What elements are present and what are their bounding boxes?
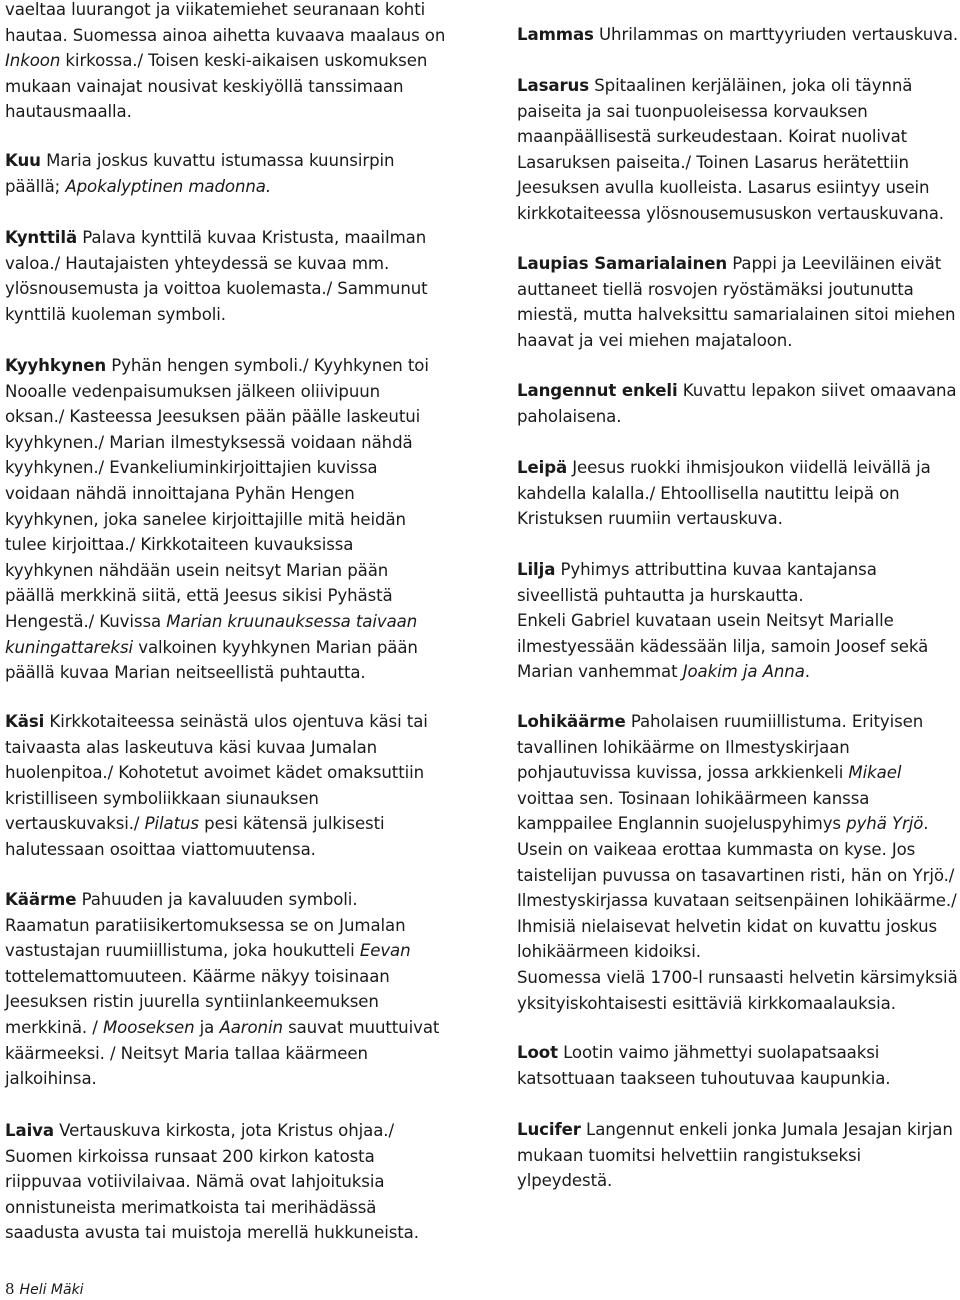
entry-term: Käsi [5, 712, 45, 731]
entry-text: Jeesuksen avulla kuolleista. Lasarus esiintyy usein [517, 178, 930, 198]
italic-text: kuningattareksi [5, 637, 134, 657]
entry-text: pohjautuvissa kuvissa, jossa arkkienkeli [517, 763, 849, 783]
text-line [517, 608, 928, 634]
entry-text: halutessaan osoittaa viattomuutensa. [5, 839, 316, 859]
glossary-entry [517, 709, 958, 1016]
text-line [5, 507, 429, 533]
entry-text: taistelijan puvussa on tasavartinen risti, hän on Yrjö./ [517, 865, 955, 885]
italic-text: Eevan [359, 941, 411, 961]
glossary-entry [5, 353, 429, 686]
italic-text: Pilatus [144, 814, 199, 834]
text-line [517, 965, 958, 991]
entry-text: kyyhkynen, joka sanelee kirjoittajille mitä heidän [5, 509, 406, 529]
text-line [517, 378, 957, 404]
entry-text: sauvat muuttuivat [282, 1017, 440, 1037]
entry-text: Paholaisen ruumiillistuma. Erityisen [625, 712, 924, 731]
entry-text: Vertauskuva kirkosta, jota Kristus ohjaa./ [53, 1121, 394, 1140]
page-number: 8 [5, 1280, 15, 1298]
text-line [517, 837, 958, 863]
entry-text: kynttilä kuoleman symboli. [5, 304, 226, 324]
text-line [5, 938, 439, 964]
glossary-entry [517, 1117, 953, 1194]
entry-term: Leipä [517, 458, 568, 477]
entry-text: Pyhän hengen symboli./ Kyyhkynen toi [106, 356, 429, 375]
text-line [5, 1144, 419, 1170]
page-footer [5, 1279, 84, 1300]
text-line [5, 48, 445, 74]
glossary-entry [517, 455, 931, 532]
entry-term: Langennut enkeli [517, 381, 678, 400]
entry-text: lohikäärmeen kidoiksi. [517, 942, 701, 962]
entry-term: Laupias Samarialainen [517, 254, 728, 273]
entry-text: hautaa. Suomessa ainoa aihetta kuvaava maalaus on [5, 25, 446, 45]
entry-text: jalkoihinsa. [5, 1069, 97, 1089]
glossary-entry [517, 251, 955, 353]
text-line [5, 23, 445, 49]
entry-text: onnistuneista merimatkoista tai merihädässä [5, 1197, 377, 1217]
entry-text: hautausmaalla. [5, 102, 132, 122]
text-line [5, 379, 429, 405]
entry-term: Kuu [5, 151, 41, 170]
text-line [5, 660, 429, 686]
entry-text: kyyhkynen nähdään usein neitsyt Marian pään [5, 560, 389, 580]
glossary-entry [5, 1118, 419, 1246]
text-line [5, 532, 429, 558]
entry-text: Lootin vaimo jähmettyi suolapatsaaksi [557, 1043, 880, 1062]
text-line [5, 964, 439, 990]
text-line [517, 659, 928, 685]
text-line [517, 22, 958, 48]
entry-text: Spitaalinen kerjäläinen, joka oli täynnä [589, 76, 913, 95]
entry-text: päällä; [5, 176, 66, 196]
entry-text: miestä, mutta halveksittu samarialainen sitoi miehen [517, 305, 956, 325]
text-line [5, 99, 445, 125]
text-line [5, 989, 439, 1015]
text-line [517, 201, 944, 227]
entry-text: Pahuuden ja kavaluuden symboli. [76, 890, 358, 909]
text-line [5, 635, 429, 661]
text-line [5, 1195, 419, 1221]
entry-text: Suomen kirkoissa runsaat 200 kirkon katosta [5, 1146, 375, 1166]
text-line [517, 328, 955, 354]
italic-text: Mooseksen [102, 1017, 195, 1037]
entry-text: Usein on vaikeaa erottaa kummasta on kyse. Jos [517, 839, 916, 859]
entry-text: riippuvaa votiivilaivaa. Nämä ovat lahjoituksia [5, 1172, 385, 1192]
entry-text: Kristuksen ruumiin vertauskuva. [517, 509, 783, 529]
entry-text: mukaan tuomitsi helvettiin rangistukseksi [517, 1145, 862, 1165]
entry-text: katsottuaan taakseen tuhoutuvaa kaupunkia. [517, 1068, 891, 1088]
entry-text: Suomessa vielä 1700-l runsaasti helvetin kärsimyksiä [517, 967, 958, 987]
entry-text: Maria joskus kuvattu istumassa kuunsirpin [40, 151, 395, 170]
author-name: Heli Mäki [19, 1282, 84, 1298]
glossary-entry [517, 1040, 890, 1091]
entry-text: valkoinen kyyhkynen Marian pään [133, 637, 418, 657]
text-line [5, 558, 429, 584]
entry-text: saadusta avusta tai muistoja merellä hukkuneista. [5, 1223, 419, 1243]
glossary-entry [517, 73, 944, 227]
entry-text: vastustajan ruumiillistuma, joka houkutteli [5, 941, 360, 961]
text-line [517, 709, 958, 735]
text-line [5, 455, 429, 481]
glossary-entry [517, 557, 928, 685]
text-line [517, 506, 931, 532]
glossary-entry [5, 887, 439, 1092]
entry-text: . [923, 814, 929, 834]
text-line [5, 353, 429, 379]
entry-text: kristilliseen symboliikkaan siunauksen [5, 788, 319, 808]
text-line [517, 124, 944, 150]
glossary-entry [5, 0, 445, 125]
entry-text: Jeesuksen ristin juurella syntiinlankeemuksen [5, 992, 379, 1012]
entry-term: Lilja [517, 560, 556, 579]
text-line [517, 1117, 953, 1143]
text-line [517, 455, 931, 481]
text-line [5, 811, 428, 837]
entry-text: käärmeeksi. / Neitsyt Maria tallaa käärmeen [5, 1043, 368, 1063]
text-line [5, 276, 428, 302]
entry-text: merkkinä. / [5, 1017, 103, 1037]
entry-text: ylpeydestä. [517, 1171, 613, 1191]
text-line [517, 583, 928, 609]
text-line [517, 251, 955, 277]
text-line [5, 609, 429, 635]
entry-text: pesi kätensä julkisesti [198, 814, 385, 834]
text-line [5, 1118, 419, 1144]
text-line [5, 174, 394, 200]
text-line [517, 404, 957, 430]
entry-text: auttaneet tiellä rosvojen ryöstämäksi joutunutta [517, 279, 914, 299]
entry-text: mukaan vainajat nousivat keskiyöllä tanssimaan [5, 76, 404, 96]
text-line [517, 991, 958, 1017]
entry-text: yksityiskohtaisesti esittäviä kirkkomaalauksia. [517, 993, 896, 1013]
glossary-entry [5, 148, 394, 199]
text-line [517, 1066, 890, 1092]
entry-text: valoa./ Hautajaisten yhteydessä se kuvaa mm. [5, 253, 390, 273]
text-line [5, 1041, 439, 1067]
glossary-entry [5, 225, 428, 327]
entry-text: Pappi ja Leeviläinen eivät [727, 254, 942, 273]
text-line [517, 557, 928, 583]
glossary-entry [517, 378, 957, 429]
entry-text: siveellistä puhtautta ja hurskautta. [517, 585, 804, 605]
italic-text: Mikael [848, 763, 902, 783]
entry-text: kyyhkynen./ Evankeliuminkirjoittajien kuvissa [5, 458, 378, 478]
entry-text: Jeesus ruokki ihmisjoukon viidellä leivällä ja [567, 458, 931, 477]
entry-text: Uhrilammas on marttyyriuden vertauskuva. [593, 25, 959, 44]
text-line [517, 175, 944, 201]
text-line [517, 302, 955, 328]
glossary-entry [517, 22, 958, 48]
text-line [5, 430, 429, 456]
entry-term: Kynttilä [5, 228, 78, 247]
entry-text: huolenpitoa./ Kohotetut avoimet kädet omaksuttiin [5, 763, 425, 783]
text-line [517, 939, 958, 965]
text-line [5, 735, 428, 761]
text-line [517, 73, 944, 99]
text-line [517, 760, 958, 786]
entry-text: kirkossa./ Toisen keski-aikaisen uskomuksen [60, 51, 428, 71]
entry-text: Ilmestyskirjassa kuvataan seitsenpäinen lohikäärme./ [517, 891, 957, 911]
text-line [5, 0, 445, 23]
text-line [5, 709, 428, 735]
text-line [517, 634, 928, 660]
entry-text: vaeltaa luurangot ja viikatemiehet seuranaan kohti [5, 0, 426, 19]
text-line [517, 1168, 953, 1194]
entry-text: Kirkkotaiteessa seinästä ulos ojentuva käsi tai [44, 712, 428, 731]
entry-term: Lammas [517, 25, 594, 44]
entry-text: paiseita ja sai tuonpuoleisessa korvauksen [517, 101, 868, 121]
entry-text: päällä kuvaa Marian neitseellistä puhtautta. [5, 663, 366, 683]
entry-text: tottelemattomuuteen. Käärme näkyy toisinaan [5, 966, 390, 986]
entry-text: tavallinen lohikäärme on Ilmestyskirjaan [517, 737, 850, 757]
text-line [517, 99, 944, 125]
entry-text: Palava kynttilä kuvaa Kristusta, maailman [77, 228, 427, 247]
entry-text: päällä merkkinä siitä, että Jeesus sikisi Pyhästä [5, 586, 393, 606]
text-line [5, 1169, 419, 1195]
text-line [5, 481, 429, 507]
entry-term: Lohikäärme [517, 712, 626, 731]
entry-text: Marian vanhemmat [517, 662, 683, 682]
text-line [517, 481, 931, 507]
text-line [5, 404, 429, 430]
entry-text: kamppailee Englannin suojeluspyhimys [517, 814, 847, 834]
text-line [5, 74, 445, 100]
entry-text: maanpäällisestä surkeudestaan. Koirat nuolivat [517, 127, 908, 147]
text-line [517, 786, 958, 812]
entry-term: Lucifer [517, 1120, 581, 1139]
text-line [5, 1220, 419, 1246]
text-line [5, 251, 428, 277]
entry-text: Lasaruksen paiseita./ Toinen Lasarus herätettiin [517, 152, 909, 172]
italic-text: Apokalyptinen madonna. [65, 176, 272, 196]
text-line [517, 914, 958, 940]
text-line [5, 583, 429, 609]
text-line [517, 811, 958, 837]
entry-text: Ihmisiä nielaisevat helvetin kidat on kuvattu joskus [517, 916, 938, 936]
entry-text: kyyhkynen./ Marian ilmestyksessä voidaan nähdä [5, 432, 413, 452]
entry-text: Pyhimys attributtina kuvaa kantajansa [555, 560, 877, 579]
text-line [517, 888, 958, 914]
text-line [5, 148, 394, 174]
text-line [517, 735, 958, 761]
text-line [517, 863, 958, 889]
entry-text: oksan./ Kasteessa Jeesuksen pään päälle laskeutui [5, 407, 421, 427]
entry-term: Lasarus [517, 76, 590, 95]
italic-text: Aaronin [219, 1017, 283, 1037]
text-line [5, 1066, 439, 1092]
text-line [5, 1015, 439, 1041]
text-line [517, 1040, 890, 1066]
entry-text: haavat ja vei miehen majataloon. [517, 330, 793, 350]
entry-text: Nooalle vedenpaisumuksen jälkeen oliivipuun [5, 381, 381, 401]
entry-text: Hengestä./ Kuvissa [5, 611, 167, 631]
entry-text: Enkeli Gabriel kuvataan usein Neitsyt Marialle [517, 611, 894, 631]
entry-term: Kyyhkynen [5, 356, 107, 375]
entry-text: Kuvattu lepakon siivet omaavana [677, 381, 957, 400]
entry-text: Langennut enkeli jonka Jumala Jesajan kirjan [580, 1120, 953, 1139]
italic-text: Joakim ja Anna [682, 662, 805, 682]
text-line [5, 786, 428, 812]
entry-text: ja [194, 1017, 220, 1037]
entry-text: taivaasta alas laskeutuva käsi kuvaa Jumalan [5, 737, 378, 757]
entry-text: ilmestyessään kädessään lilja, samoin Joosef sekä [517, 636, 929, 656]
entry-text: tulee kirjoittaa./ Kirkkotaiteen kuvauksissa [5, 535, 354, 555]
text-line [517, 150, 944, 176]
entry-text: kirkkotaiteessa ylösnousemususkon vertauskuvana. [517, 203, 944, 223]
entry-text: kahdella kalalla./ Ehtoollisella nautittu leipä on [517, 483, 900, 503]
italic-text: Inkoon [5, 51, 61, 71]
italic-text: pyhä Yrjö [846, 814, 924, 834]
entry-text: voittaa sen. Tosinaan lohikäärmeen kanssa [517, 788, 870, 808]
entry-term: Käärme [5, 890, 77, 909]
entry-term: Laiva [5, 1121, 54, 1140]
text-line [5, 837, 428, 863]
text-line [5, 887, 439, 913]
italic-text: Marian kruunauksessa taivaan [166, 611, 418, 631]
entry-term: Loot [517, 1043, 558, 1062]
entry-text: ylösnousemusta ja voittoa kuolemasta./ Sammunut [5, 279, 428, 299]
glossary-entry [5, 709, 428, 863]
entry-text: paholaisena. [517, 406, 622, 426]
text-line [517, 1143, 953, 1169]
entry-text: Raamatun paratiisikertomuksessa se on Jumalan [5, 915, 406, 935]
text-line [5, 760, 428, 786]
text-line [5, 913, 439, 939]
entry-text: vertauskuvaksi./ [5, 814, 145, 834]
text-line [5, 225, 428, 251]
text-line [5, 302, 428, 328]
entry-text: voidaan nähdä innoittajana Pyhän Hengen [5, 483, 355, 503]
entry-text: . [804, 662, 810, 682]
text-line [517, 277, 955, 303]
